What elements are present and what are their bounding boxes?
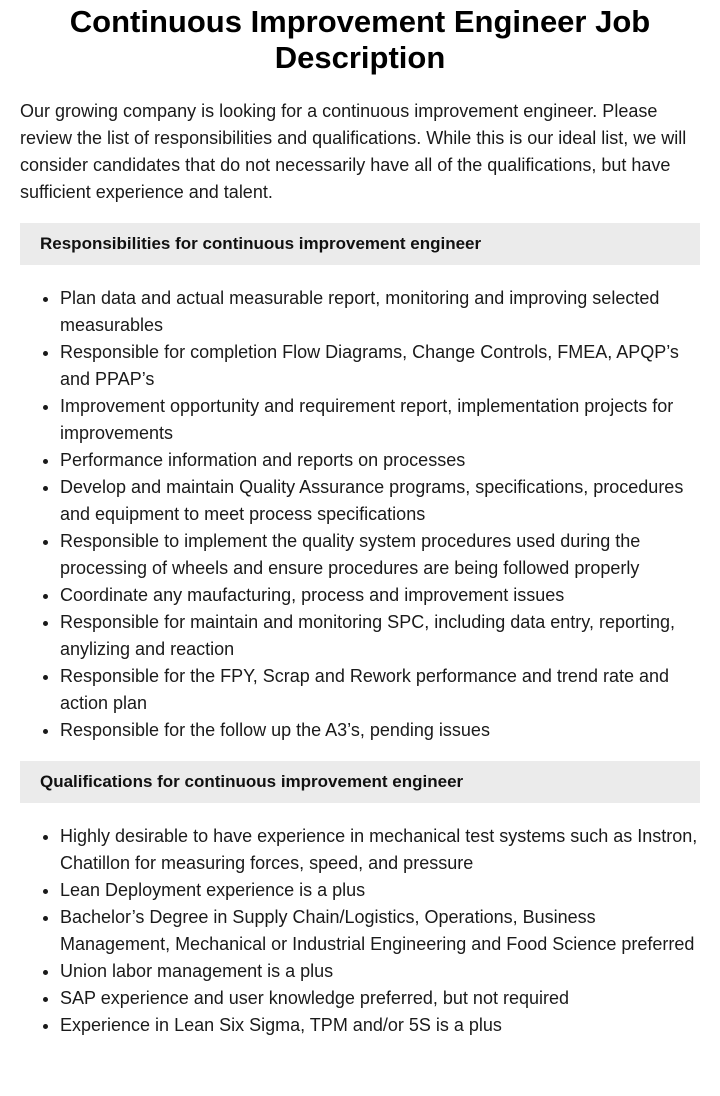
list-item: Plan data and actual measurable report, monitoring and improving selected measurables [60, 285, 700, 339]
list-item: Responsible for the FPY, Scrap and Rework performance and trend rate and action plan [60, 663, 700, 717]
list-item: Union labor management is a plus [60, 958, 700, 985]
page-title: Continuous Improvement Engineer Job Description [69, 4, 651, 75]
job-description-page [0, 4, 720, 1039]
list-item: Responsible to implement the quality system procedures used during the processing of wheels and ensure procedures are being followed properly [60, 528, 700, 582]
list-item: Performance information and reports on processes [60, 447, 700, 474]
responsibilities-section [20, 223, 700, 744]
list-item: SAP experience and user knowledge preferred, but not required [60, 985, 700, 1012]
list-item: Coordinate any maufacturing, process and improvement issues [60, 582, 700, 609]
list-item: Lean Deployment experience is a plus [60, 877, 700, 904]
responsibilities-list [20, 285, 700, 744]
list-item: Develop and maintain Quality Assurance programs, specifications, procedures and equipment to meet process specifications [60, 474, 700, 528]
list-item: Experience in Lean Six Sigma, TPM and/or 5S is a plus [60, 1012, 700, 1039]
list-item: Highly desirable to have experience in mechanical test systems such as Instron, Chatillon for measuring forces, speed, and pressure [60, 823, 700, 877]
list-item: Responsible for maintain and monitoring SPC, including data entry, reporting, anylizing and reaction [60, 609, 700, 663]
list-item: Improvement opportunity and requirement report, implementation projects for improvements [60, 393, 700, 447]
intro-paragraph: Our growing company is looking for a continuous improvement engineer. Please review the list of responsibilities and qualifications. While this is our ideal list, we will consider candidates that do not necessarily have all of the qualifications, but have sufficient experience and talent. [20, 101, 687, 202]
qualifications-list [20, 823, 700, 1039]
list-item: Responsible for the follow up the A3’s, pending issues [60, 717, 700, 744]
responsibilities-heading: Responsibilities for continuous improvement engineer [20, 223, 700, 265]
list-item: Responsible for completion Flow Diagrams, Change Controls, FMEA, APQP’s and PPAP’s [60, 339, 700, 393]
qualifications-heading: Qualifications for continuous improvement engineer [20, 761, 700, 803]
list-item: Bachelor’s Degree in Supply Chain/Logistics, Operations, Business Management, Mechanical or Industrial Engineering and Food Science preferred [60, 904, 700, 958]
qualifications-section [20, 761, 700, 1039]
